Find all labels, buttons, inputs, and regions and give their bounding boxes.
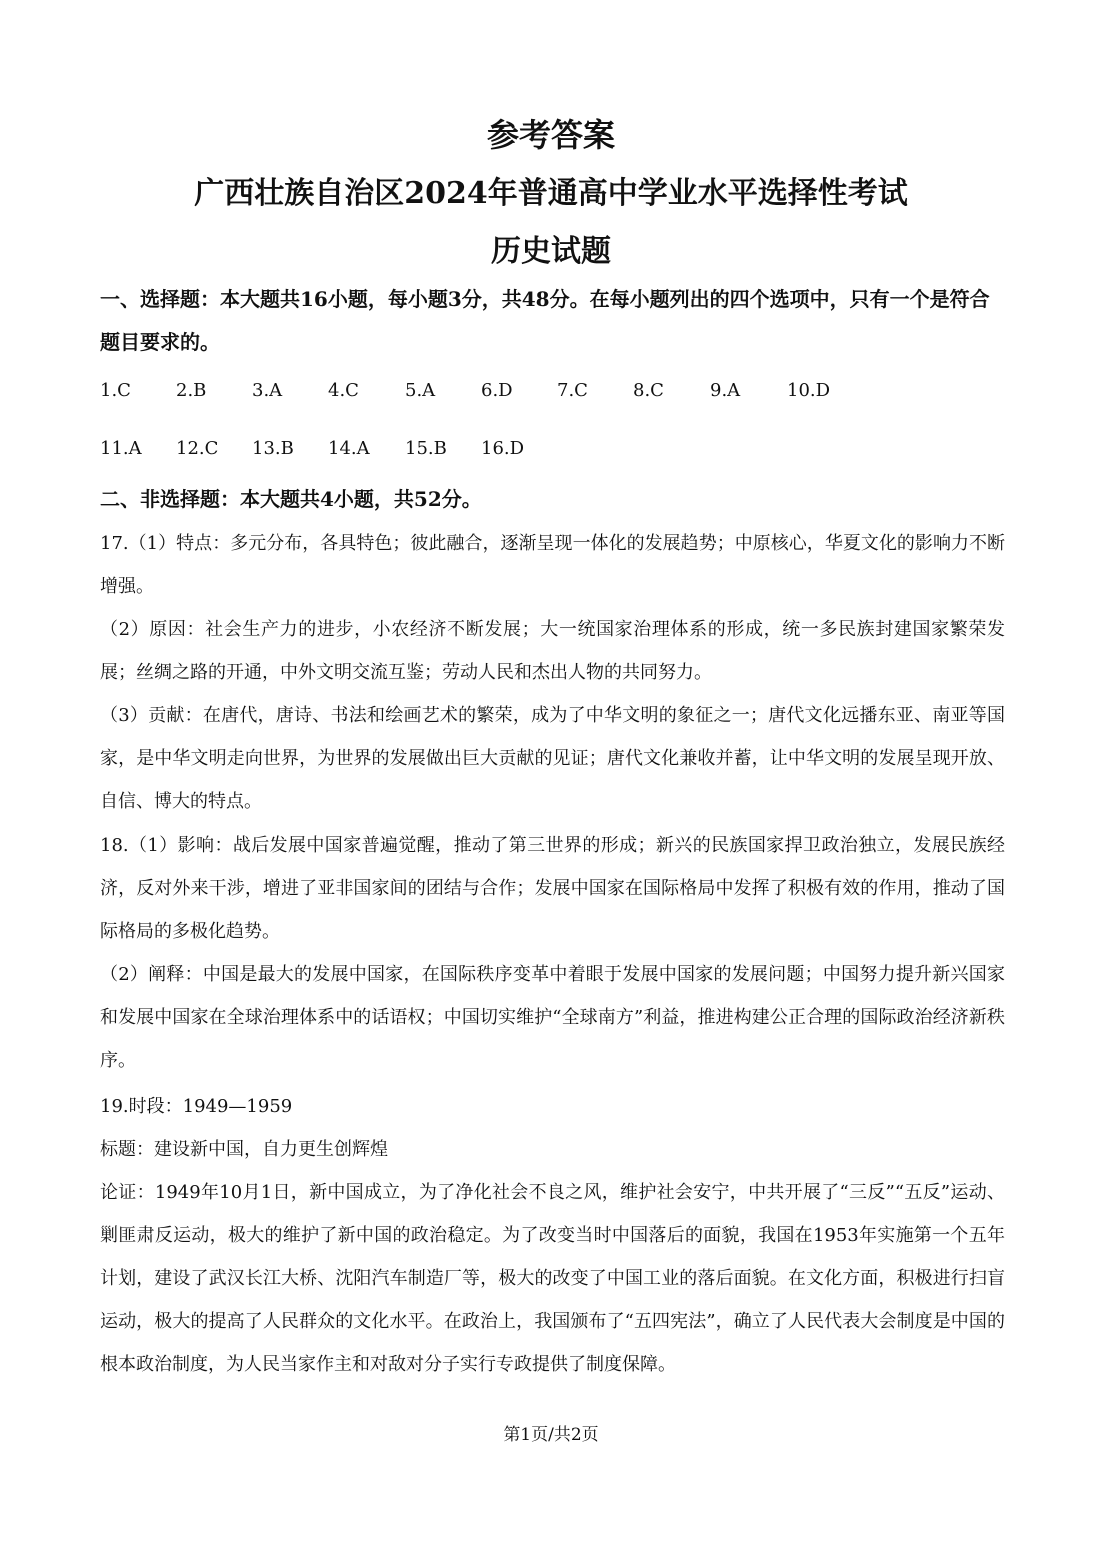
answer-item: 2.B xyxy=(176,380,207,401)
q17-part1: 17.（1）特点：多元分布，各具特色；彼此融合，逐渐呈现一体化的发展趋势；中原核心，华夏文化的影响力不断增强。 xyxy=(100,533,1005,597)
q19-argument: 论证：1949年10月1日，新中国成立，为了净化社会不良之风，维护社会安宁，中共开展了“三反”“五反”运动、剿匪肃反运动，极大的维护了新中国的政治稳定。为了改变当时中国落后的面貌，我国在1953年实施第一个五年计划，建设了武汉长江大桥、沈阳汽车制造厂等，极大的改变了中国工业的落后面貌。在文化方面，积极进行扫盲运动，极大的提高了人民群众的文化水平。在政治上，我国颁布了“五四宪法”，确立了人民代表大会制度是中国的根本政治制度，为人民当家作主和对敌对分子实行专政提供了制度保障。 xyxy=(100,1182,1005,1375)
section2-heading: 二、非选择题：本大题共4小题，共52分。 xyxy=(100,487,482,511)
q19-title: 标题：建设新中国，自力更生创辉煌 xyxy=(100,1139,388,1160)
answer-item: 16.D xyxy=(481,438,525,459)
answer-item: 10.D xyxy=(787,380,831,401)
answer-item: 3.A xyxy=(252,380,283,401)
exam-title: 广西壮族自治区2024年普通高中学业水平选择性考试 xyxy=(194,176,908,211)
page-number: 第1页/共2页 xyxy=(503,1425,599,1445)
answer-item: 12.C xyxy=(176,438,219,459)
answer-title: 参考答案 xyxy=(486,116,615,154)
answer-item: 6.D xyxy=(481,380,513,401)
section1-heading: 一、选择题：本大题共16小题，每小题3分，共48分。在每小题列出的四个选项中，只有一个是符合题目要求的。 xyxy=(100,287,990,354)
answer-item: 8.C xyxy=(633,380,664,401)
q19-period: 19.时段：1949—1959 xyxy=(100,1096,293,1117)
q17-part2: （2）原因：社会生产力的进步，小农经济不断发展；大一统国家治理体系的形成，统一多民族封建国家繁荣发展；丝绸之路的开通，中外文明交流互鉴；劳动人民和杰出人物的共同努力。 xyxy=(100,619,1005,683)
question-18-answer xyxy=(100,824,1005,1082)
answer-item: 4.C xyxy=(328,380,359,401)
q17-part3: （3）贡献：在唐代，唐诗、书法和绘画艺术的繁荣，成为了中华文明的象征之一；唐代文化远播东亚、南亚等国家，是中华文明走向世界，为世界的发展做出巨大贡献的见证；唐代文化兼收并蓄，让中华文明的发展呈现开放、自信、博大的特点。 xyxy=(100,705,1005,812)
q18-part2: （2）阐释：中国是最大的发展中国家，在国际秩序变革中着眼于发展中国家的发展问题；中国努力提升新兴国家和发展中国家在全球治理体系中的话语权；中国切实维护“全球南方”利益，推进构建公正合理的国际政治经济新秩序。 xyxy=(100,964,1005,1071)
answer-item: 1.C xyxy=(100,380,131,401)
answer-item: 9.A xyxy=(710,380,741,401)
answer-item: 13.B xyxy=(252,438,294,459)
answer-item: 11.A xyxy=(100,438,142,459)
subject-title: 历史试题 xyxy=(491,234,611,269)
question-17-answer xyxy=(100,522,1005,823)
answer-item: 5.A xyxy=(405,380,436,401)
question-19-answer xyxy=(100,1085,1005,1386)
answer-item: 7.C xyxy=(557,380,588,401)
q18-part1: 18.（1）影响：战后发展中国家普遍觉醒，推动了第三世界的形成；新兴的民族国家捍卫政治独立，发展民族经济，反对外来干涉，增进了亚非国家间的团结与合作；发展中国家在国际格局中发挥了积极有效的作用，推动了国际格局的多极化趋势。 xyxy=(100,835,1005,942)
answer-item: 15.B xyxy=(405,438,447,459)
answer-item: 14.A xyxy=(328,438,370,459)
